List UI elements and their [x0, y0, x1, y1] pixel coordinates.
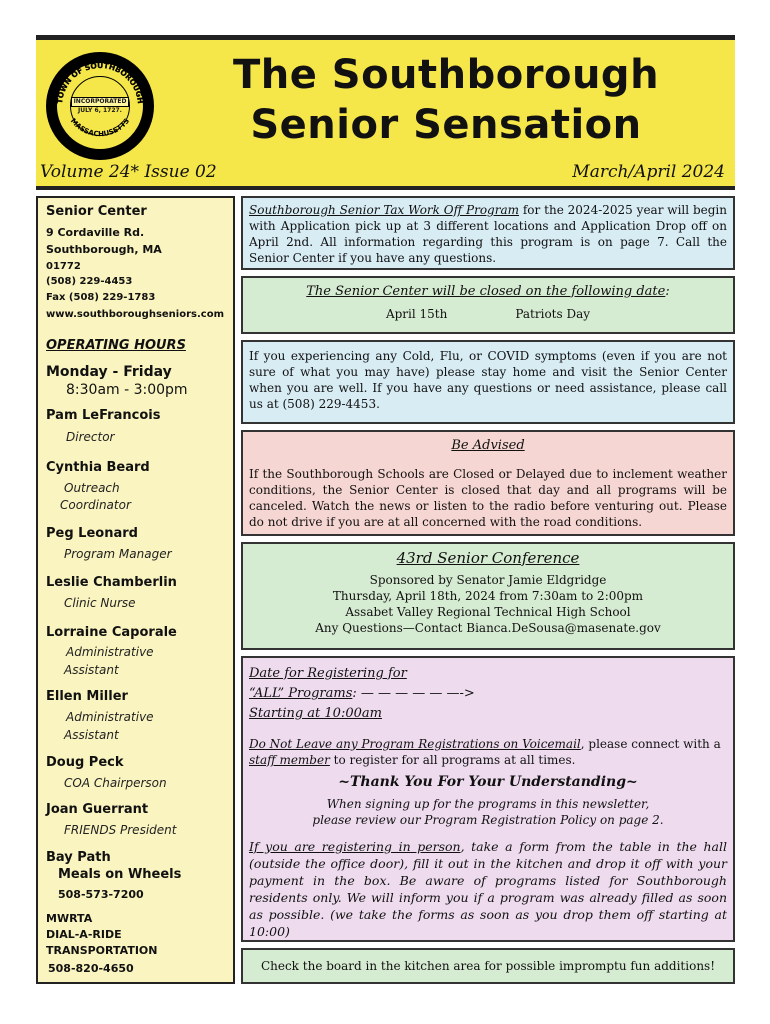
phone-number: (508) 229-4453 [46, 276, 133, 287]
staff-role-1b: Coordinator [60, 498, 131, 512]
staff-role-5a: Administrative [66, 710, 154, 724]
mwrta-line-1: MWRTA [46, 912, 93, 925]
staff-role-7: FRIENDS President [64, 823, 177, 837]
conference-location: Assabet Valley Regional Technical High School [345, 605, 631, 619]
seal-ring-top: TOWN OF SOUTHBOROUGH [55, 60, 146, 105]
title-line-1: The Southborough [232, 52, 660, 98]
be-advised-text: If the Southborough Schools are Closed or Delayed due to inclement weather conditions, the Senior Center is closed that day and all programs will be canceled. Watch the news or listen to the radio before venturing out. Please do not drive if you are at all concerned with the road conditions. [249, 467, 727, 529]
staff-name-0: Pam LeFrancois [46, 408, 161, 423]
closure-heading-colon: : [665, 284, 670, 299]
tax-program-link[interactable]: Southborough Senior Tax Work Off Program [249, 203, 519, 217]
seal-center-text-2: JULY 6, 1727. [78, 107, 122, 114]
seal-ring-bottom: MASSACHUSETTS [68, 116, 132, 139]
conference-date: Thursday, April 18th, 2024 from 7:30am to 2:00pm [332, 589, 644, 603]
issue-date: March/April 2024 [572, 162, 725, 182]
fax-number: Fax (508) 229-1783 [46, 292, 156, 303]
staff-name-5: Ellen Miller [46, 689, 128, 704]
address-line-2: Southborough, MA [46, 243, 162, 256]
registration-info [241, 656, 735, 942]
operating-hours: 8:30am - 3:00pm [66, 382, 188, 398]
registration-date-block [249, 664, 727, 724]
voicemail-rest-1: , please connect with a [580, 737, 721, 751]
mwrta-phone: 508-820-4650 [48, 962, 134, 975]
senior-conference-notice [241, 542, 735, 650]
staff-role-2: Program Manager [64, 547, 172, 561]
staff-name-3: Leslie Chamberlin [46, 575, 177, 590]
baypath-phone: 508-573-7200 [58, 888, 144, 901]
staff-role-1a: Outreach [64, 481, 120, 495]
registration-line-2: “ALL” Programs [249, 686, 353, 701]
staff-name-6: Doug Peck [46, 755, 124, 770]
conference-heading: 43rd Senior Conference [396, 549, 580, 567]
in-person-instructions [249, 838, 727, 940]
policy-line-1: When signing up for the programs in this newsletter, [326, 797, 650, 811]
address-line-1: 9 Cordaville Rd. [46, 226, 145, 239]
operating-days: Monday - Friday [46, 364, 172, 380]
mwrta-line-3: TRANSPORTATION [46, 944, 158, 957]
closure-holiday: Patriots Day [515, 307, 591, 321]
zip-code: 01772 [46, 261, 81, 272]
staff-role-5b: Assistant [64, 728, 119, 742]
tax-work-off-notice [241, 196, 735, 270]
newsletter-title [166, 50, 726, 150]
voicemail-notice [249, 736, 727, 768]
in-person-link: If you are registering in person [249, 839, 461, 854]
illness-notice [241, 340, 735, 424]
baypath-name: Bay Path [46, 850, 111, 865]
staff-name-7: Joan Guerrant [46, 802, 149, 817]
staff-name-2: Peg Leonard [46, 526, 138, 541]
in-person-text: , take a form from the table in the hall (outside the office door), fill it out in the kitchen and drop it off with your payment in the box. Be aware of programs listed for Southborough residents only. We will inform you if a program was already filled as soon as possible. (we take the forms as soon as you drop them off starting at 10:00) [249, 839, 727, 939]
closure-date-row [249, 306, 727, 322]
staff-role-3: Clinic Nurse [64, 596, 136, 610]
svg-text:TOWN OF SOUTHBOROUGH [55, 61, 145, 104]
mwrta-line-2: DIAL-A-RIDE [46, 928, 122, 941]
staff-name-4: Lorraine Caporale [46, 625, 177, 640]
town-seal-logo [46, 52, 154, 160]
closure-date: April 15th [385, 307, 448, 321]
operating-hours-heading: OPERATING HOURS [46, 338, 186, 353]
staff-role-4b: Assistant [64, 663, 119, 677]
tax-program-text: for the 2024-2025 year will begin with Application pick up at 3 different locations and Application Drop off on April 2nd. All information regarding this program is on page 7. Call the Senior Center if you have any questions. [249, 203, 727, 265]
policy-line-2: please review our Program Registration Policy on page 2. [312, 813, 664, 827]
website-link[interactable]: www.southboroughseniors.com [46, 309, 224, 320]
registration-line-3: Starting at 10:00am [249, 706, 382, 721]
thank-you-message: ~Thank You For Your Understanding~ [338, 774, 638, 790]
conference-contact: Any Questions—Contact Bianca.DeSousa@masenate.gov [315, 621, 661, 635]
be-advised-notice [241, 430, 735, 536]
staff-role-0: Director [66, 430, 115, 444]
registration-arrow: : — — — — — —-> [352, 686, 475, 701]
conference-sponsor: Sponsored by Senator Jamie Eldgridge [369, 573, 607, 587]
voicemail-rest-2: to register for all programs at all times. [329, 753, 576, 767]
volume-issue: Volume 24* Issue 02 [40, 162, 217, 182]
voicemail-warning: Do Not Leave any Program Registrations on Voicemail [249, 737, 581, 751]
staff-role-4a: Administrative [66, 645, 154, 659]
newsletter-header [36, 35, 735, 190]
seal-center-text-1: INCORPORATED [71, 97, 130, 107]
center-name: Senior Center [46, 204, 147, 219]
staff-role-6: COA Chairperson [64, 776, 167, 790]
illness-text: If you experiencing any Cold, Flu, or COVID symptoms (even if you are not sure of what you may have) please stay home and visit the Senior Center when you are well. If you have any questions or need assistance, please call us at (508) 229-4453. [249, 349, 727, 411]
registration-line-1: Date for Registering for [249, 666, 407, 681]
closure-heading-wrap [249, 284, 727, 300]
sidebar-contact-info [36, 196, 235, 984]
seal-ring-lettering [46, 52, 154, 160]
be-advised-heading: Be Advised [451, 438, 525, 453]
closure-notice [241, 276, 735, 334]
closure-heading: The Senior Center will be closed on the following date [306, 284, 666, 299]
staff-name-1: Cynthia Beard [46, 460, 150, 475]
svg-text:MASSACHUSETTS [69, 117, 131, 138]
kitchen-board-text: Check the board in the kitchen area for possible impromptu fun additions! [260, 959, 716, 973]
baypath-service: Meals on Wheels [58, 867, 182, 882]
staff-member-link: staff member [249, 753, 330, 767]
title-line-2: Senior Sensation [250, 102, 642, 148]
kitchen-board-notice [241, 948, 735, 984]
